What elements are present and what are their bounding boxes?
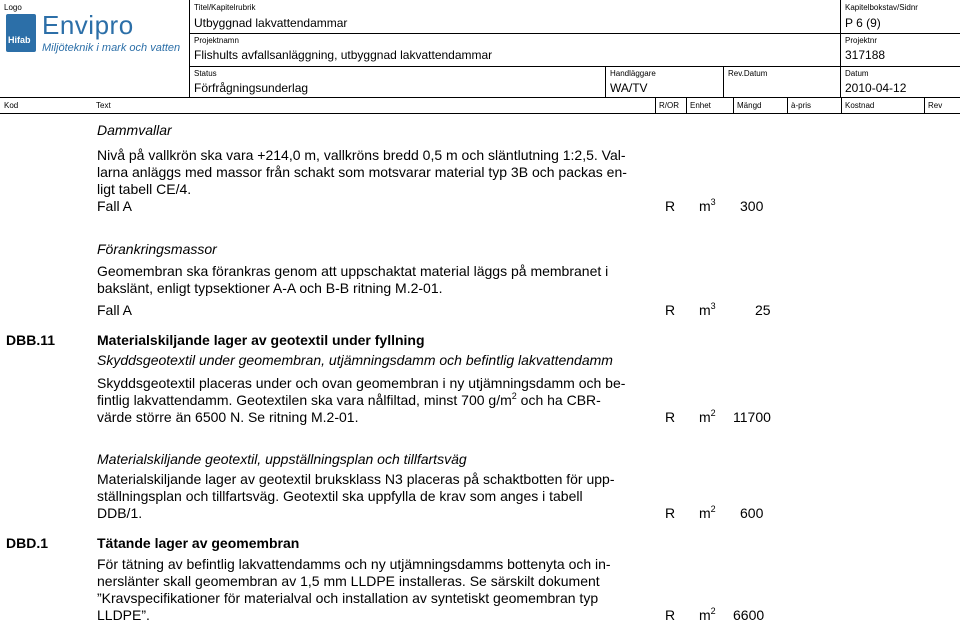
logo-tagline: Miljöteknik i mark och vatten (42, 42, 181, 54)
body-line: bakslänt, enligt typsektioner A-A och B-B ritning M.2-01. (97, 280, 443, 296)
kapitel-value: P 6 (9) (845, 16, 881, 30)
item-text: Fall A (97, 302, 133, 318)
handlaggare-label: Handläggare (610, 69, 656, 78)
handlaggare-value: WA/TV (610, 81, 648, 95)
item-text: Fall A (97, 198, 133, 214)
col-apris: à-pris (791, 101, 812, 110)
body-line: larna anläggs med massor från schakt som motsvarar material typ 3B och packas en- (97, 164, 627, 180)
status-label: Status (194, 69, 217, 78)
col-mangd: Mängd (737, 101, 762, 110)
status-value: Förfrågningsunderlag (194, 81, 309, 95)
body-line: nerslänter skall geomembran av 1,5 mm LLDPE installeras. Se särskilt dokument (97, 573, 600, 589)
projektnamn-value: Flishults avfallsanläggning, utbyggnad lakvattendammar (194, 48, 493, 62)
logo-brand: Envipro (42, 10, 134, 40)
col-kod: Kod (4, 101, 19, 110)
ror-value: R (665, 198, 676, 214)
titel-label: Titel/Kapitelrubrik (194, 3, 256, 12)
quantity-value: 25 (755, 302, 771, 318)
body-line: Geomembran ska förankras genom att uppschaktat material läggs på membranet i (97, 263, 609, 279)
titel-value: Utbyggnad lakvattendammar (194, 16, 348, 30)
section-code: DBD.1 (6, 535, 49, 551)
hifab-logo-mark: Hifab (6, 14, 36, 52)
col-enhet: Enhet (690, 101, 711, 110)
kapitel-label: Kapitelbokstav/Sidnr (845, 3, 918, 12)
unit-value: $m^3$ (699, 301, 716, 318)
section-heading: Materialskiljande lager av geotextil under fyllning (97, 332, 425, 348)
ror-value: R (665, 409, 676, 425)
unit-value: $m^3$ (699, 197, 716, 214)
logo-label: Logo (4, 3, 22, 12)
section-heading: Tätande lager av geomembran (97, 535, 300, 551)
section-code: DBB.11 (6, 332, 56, 348)
quantity-value: 11700 (733, 409, 771, 425)
body-line: Materialskiljande lager av geotextil bruksklass N3 placeras på schaktbotten för upp- (97, 471, 615, 487)
body-line: ligt tabell CE/4. (97, 181, 192, 197)
datum-value: 2010-04-12 (845, 81, 907, 95)
datum-label: Datum (845, 69, 869, 78)
section-heading: Förankringsmassor (97, 241, 217, 257)
ror-value: R (665, 607, 676, 623)
body-line: ställningsplan och tillfartsväg. Geotextil ska uppfylla de krav som anges i tabell (97, 488, 583, 504)
ror-value: R (665, 505, 676, 521)
unit-value: $m^2$ (699, 606, 716, 623)
projektnamn-label: Projektnamn (194, 36, 239, 45)
unit-value: $m^2$ (699, 504, 716, 521)
quantity-value: 6600 (733, 607, 765, 623)
revdatum-label: Rev.Datum (728, 69, 768, 78)
body-line: DDB/1. (97, 505, 143, 521)
section-subheading: Skyddsgeotextil under geomembran, utjämningsdamm och befintlig lakvattendamm (97, 352, 613, 368)
col-kostnad: Kostnad (845, 101, 875, 110)
body-line: LLDPE”. (97, 607, 150, 623)
col-ror: R/OR (659, 101, 679, 110)
body-line: Skyddsgeotextil placeras under och ovan geomembran i ny utjämningsdamm och be- (97, 375, 626, 391)
col-rev: Rev (928, 101, 943, 110)
body-line: ”Kravspecifikationer för materialval och installation av syntetiskt geomembran typ (97, 590, 599, 606)
body-line: Nivå på vallkrön ska vara +214,0 m, vallkröns bredd 0,5 m och släntlutning 1:2,5. Val- (97, 147, 626, 163)
body-line: För tätning av befintlig lakvattendamms och ny utjämningsdamms bottenyta och in- (97, 556, 611, 572)
section-heading: Dammvallar (97, 122, 172, 138)
ror-value: R (665, 302, 676, 318)
projektnr-value: 317188 (845, 48, 886, 62)
unit-value: $m^2$ (699, 408, 716, 425)
projektnr-label: Projektnr (845, 36, 878, 45)
body-line: värde större än 6500 N. Se ritning M.2-01. (97, 409, 359, 425)
section-heading: Materialskiljande geotextil, uppställningsplan och tillfartsväg (97, 451, 467, 467)
col-text: Text (96, 101, 111, 110)
body-line: fintlig lakvattendamm. Geotextilen ska vara nålfiltad, minst 700 $g/m^2$ och ha CBR- (97, 391, 601, 408)
quantity-value: 600 (740, 505, 764, 521)
quantity-value: 300 (740, 198, 764, 214)
